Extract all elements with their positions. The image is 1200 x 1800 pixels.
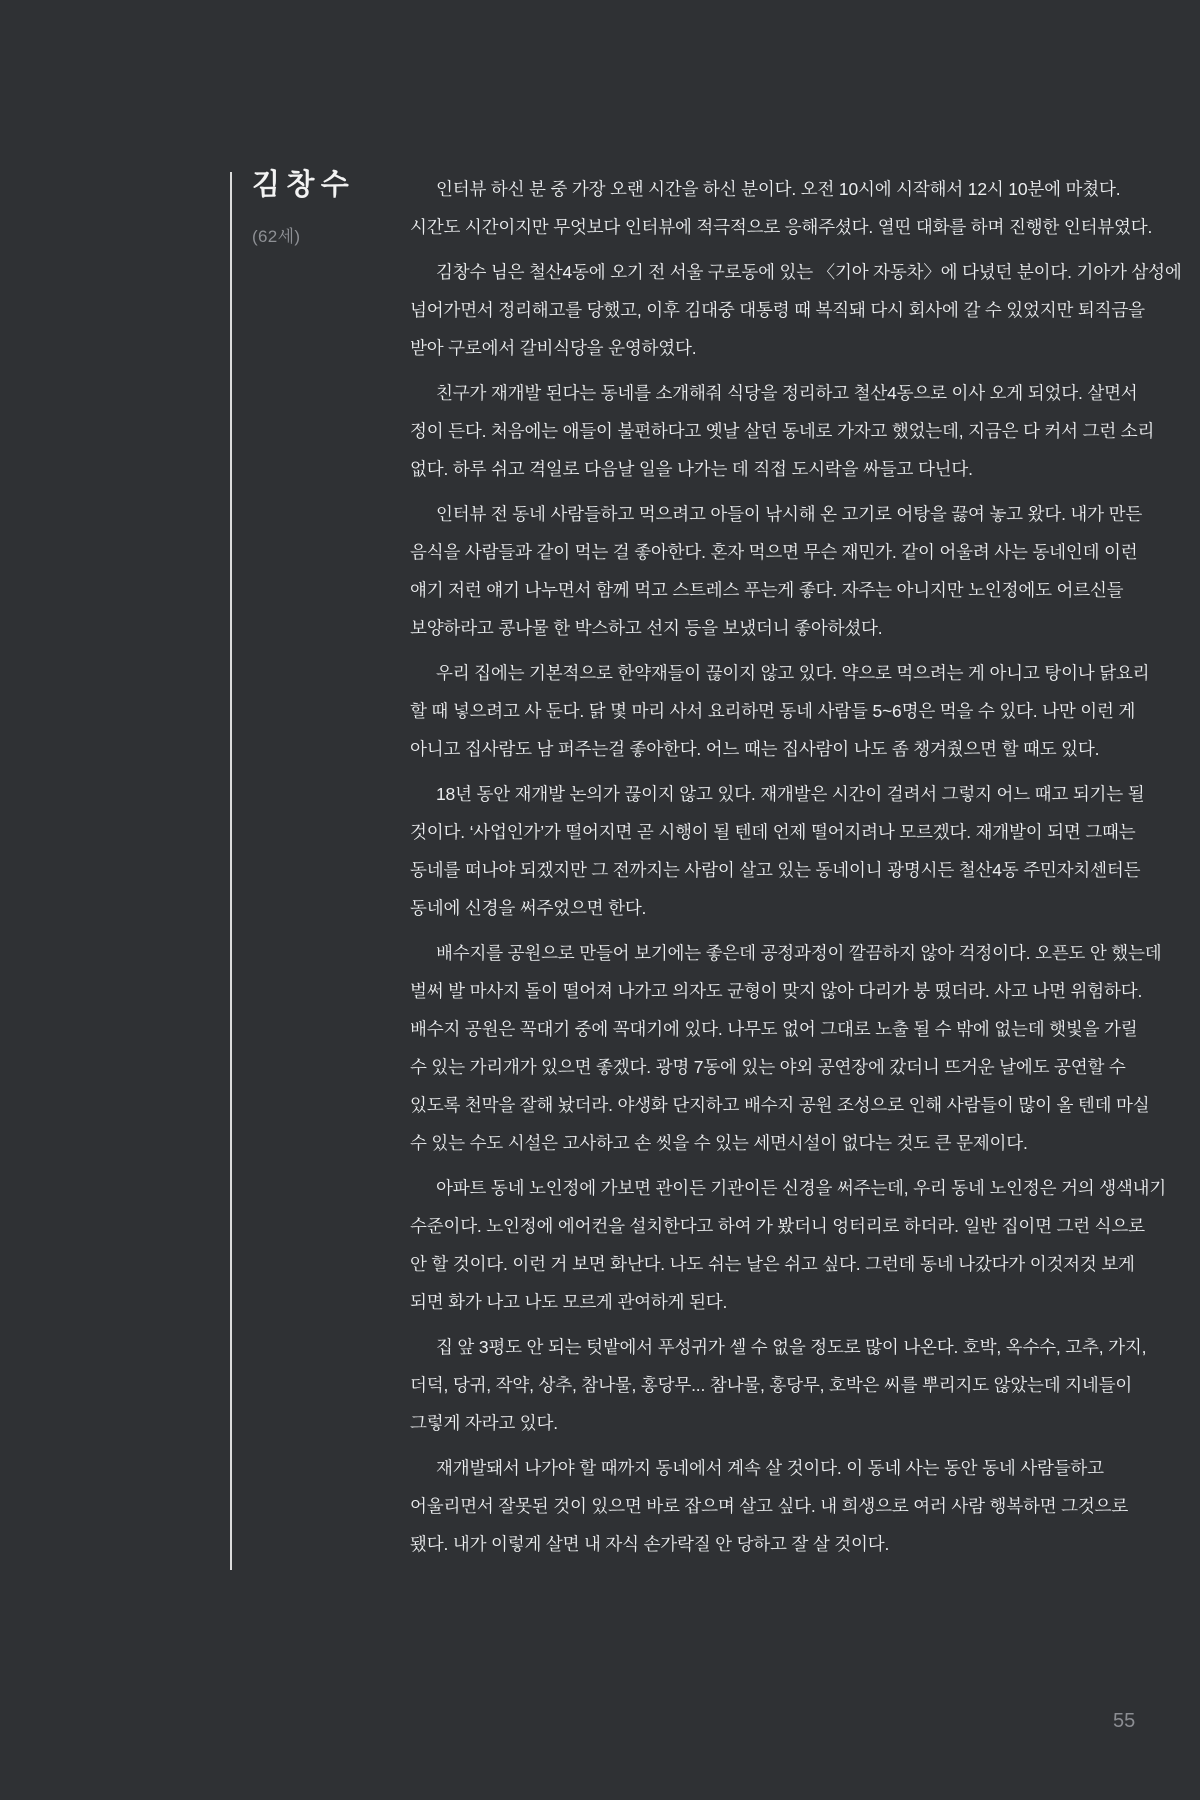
section-divider-line: [230, 172, 232, 1570]
text-line: 더덕, 당귀, 작약, 상추, 참나물, 홍당무... 참나물, 홍당무, 호박은 씨를 뿌리지도 않았는데 지네들이: [410, 1375, 1133, 1395]
text-line: 아니고 집사람도 남 퍼주는걸 좋아한다. 어느 때는 집사람이 나도 좀 챙겨줬으면 할 때도 있다.: [410, 739, 1100, 759]
text-line: 배수지 공원은 꼭대기 중에 꼭대기에 있다. 나무도 없어 그대로 노출 될 수 밖에 없는데 햇빛을 가릴: [410, 1019, 1138, 1039]
text-line: 넘어가면서 정리해고를 당했고, 이후 김대중 대통령 때 복직돼 다시 회사에 갈 수 있었지만 퇴직금을: [410, 300, 1145, 320]
text-line: 있도록 천막을 잘해 놨더라. 야생화 단지하고 배수지 공원 조성으로 인해 사람들이 많이 올 텐데 마실: [410, 1095, 1150, 1115]
text-line: 동네에 신경을 써주었으면 한다.: [410, 898, 647, 918]
text-line: 음식을 사람들과 같이 먹는 걸 좋아한다. 혼자 먹으면 무슨 재민가. 같이 어울려 사는 동네인데 이런: [410, 542, 1138, 562]
text-line: 시간도 시간이지만 무엇보다 인터뷰에 적극적으로 응해주셨다. 열띤 대화를 하며 진행한 인터뷰였다.: [410, 217, 1153, 237]
text-line: 얘기 저런 얘기 나누면서 함께 먹고 스트레스 푸는게 좋다. 자주는 아니지만 노인정에도 어르신들: [410, 580, 1124, 600]
text-line: 배수지를 공원으로 만들어 보기에는 좋은데 공정과정이 깔끔하지 않아 걱정이다. 오픈도 안 했는데: [436, 943, 1162, 963]
text-line: 수 있는 가리개가 있으면 좋겠다. 광명 7동에 있는 야외 공연장에 갔더니 뜨거운 날에도 공연할 수: [410, 1057, 1126, 1077]
paragraph: [410, 775, 1145, 927]
text-line: 없다. 하루 쉬고 격일로 다음날 일을 나가는 데 직접 도시락을 싸들고 다닌다.: [410, 459, 973, 479]
text-line: 것이다. ‘사업인가’가 떨어지면 곧 시행이 될 텐데 언제 떨어지려나 모르겠다. 재개발이 되면 그때는: [410, 822, 1136, 842]
text-line: 인터뷰 전 동네 사람들하고 먹으려고 아들이 낚시해 온 고기로 어탕을 끓여 놓고 왔다. 내가 만든: [436, 504, 1143, 524]
text-line: 재개발돼서 나가야 할 때까지 동네에서 계속 살 것이다. 이 동네 사는 동안 동네 사람들하고: [436, 1458, 1104, 1478]
text-line: 수준이다. 노인정에 에어컨을 설치한다고 하여 가 봤더니 엉터리로 하더라. 일반 집이면 그런 식으로: [410, 1216, 1145, 1236]
paragraph: [410, 934, 1162, 1162]
paragraph: [410, 1169, 1167, 1321]
text-line: 18년 동안 재개발 논의가 끊이지 않고 있다. 재개발은 시간이 걸려서 그렇지 어느 때고 되기는 될: [436, 784, 1145, 804]
interviewee-age: (62세): [252, 226, 301, 246]
paragraph: [410, 253, 1182, 367]
page-number: 55: [1113, 1710, 1136, 1732]
text-line: 안 할 것이다. 이런 거 보면 화난다. 나도 쉬는 날은 쉬고 싶다. 그런데 동네 나갔다가 이것저것 보게: [410, 1254, 1135, 1274]
paragraph: [410, 374, 1155, 488]
text-line: 인터뷰 하신 분 중 가장 오랜 시간을 하신 분이다. 오전 10시에 시작해서 12시 10분에 마쳤다.: [436, 179, 1121, 199]
text-line: 수 있는 수도 시설은 고사하고 손 씻을 수 있는 세면시설이 없다는 것도 큰 문제이다.: [410, 1133, 1028, 1153]
interview-body-text: [410, 170, 1182, 1570]
paragraph: [410, 170, 1153, 246]
text-line: 벌써 발 마사지 돌이 떨어져 나가고 의자도 균형이 맞지 않아 다리가 붕 떴더라. 사고 나면 위험하다.: [410, 981, 1143, 1001]
paragraph: [410, 495, 1143, 647]
text-line: 그렇게 자라고 있다.: [410, 1413, 558, 1433]
text-line: 친구가 재개발 된다는 동네를 소개해줘 식당을 정리하고 철산4동으로 이사 오게 되었다. 살면서: [436, 383, 1138, 403]
paragraph: [410, 654, 1150, 768]
text-line: 받아 구로에서 갈비식당을 운영하였다.: [410, 338, 697, 358]
text-line: 정이 든다. 처음에는 애들이 불편하다고 옛날 살던 동네로 가자고 했었는데, 지금은 다 커서 그런 소리: [410, 421, 1155, 441]
text-line: 할 때 넣으려고 사 둔다. 닭 몇 마리 사서 요리하면 동네 사람들 5~6명은 먹을 수 있다. 나만 이런 게: [410, 701, 1136, 721]
text-line: 되면 화가 나고 나도 모르게 관여하게 된다.: [410, 1292, 728, 1312]
text-line: 보양하라고 콩나물 한 박스하고 선지 등을 보냈더니 좋아하셨다.: [410, 618, 883, 638]
paragraph: [410, 1328, 1147, 1442]
paragraph: [410, 1449, 1130, 1563]
text-line: 아파트 동네 노인정에 가보면 관이든 기관이든 신경을 써주는데, 우리 동네 노인정은 거의 생색내기: [436, 1178, 1167, 1198]
interviewee-name: 김창수: [252, 169, 356, 201]
text-line: 우리 집에는 기본적으로 한약재들이 끊이지 않고 있다. 약으로 먹으려는 게 아니고 탕이나 닭요리: [436, 663, 1150, 683]
text-line: 집 앞 3평도 안 되는 텃밭에서 푸성귀가 셀 수 없을 정도로 많이 나온다. 호박, 옥수수, 고추, 가지,: [436, 1337, 1147, 1357]
text-line: 동네를 떠나야 되겠지만 그 전까지는 사람이 살고 있는 동네이니 광명시든 철산4동 주민자치센터든: [410, 860, 1141, 880]
interviewee-header: [252, 170, 355, 247]
text-line: 됐다. 내가 이렇게 살면 내 자식 손가락질 안 당하고 잘 살 것이다.: [410, 1534, 890, 1554]
text-line: 어울리면서 잘못된 것이 있으면 바로 잡으며 살고 싶다. 내 희생으로 여러 사람 행복하면 그것으로: [410, 1496, 1129, 1516]
text-line: 김창수 님은 철산4동에 오기 전 서울 구로동에 있는 〈기아 자동차〉에 다녔던 분이다. 기아가 삼성에: [436, 262, 1182, 282]
